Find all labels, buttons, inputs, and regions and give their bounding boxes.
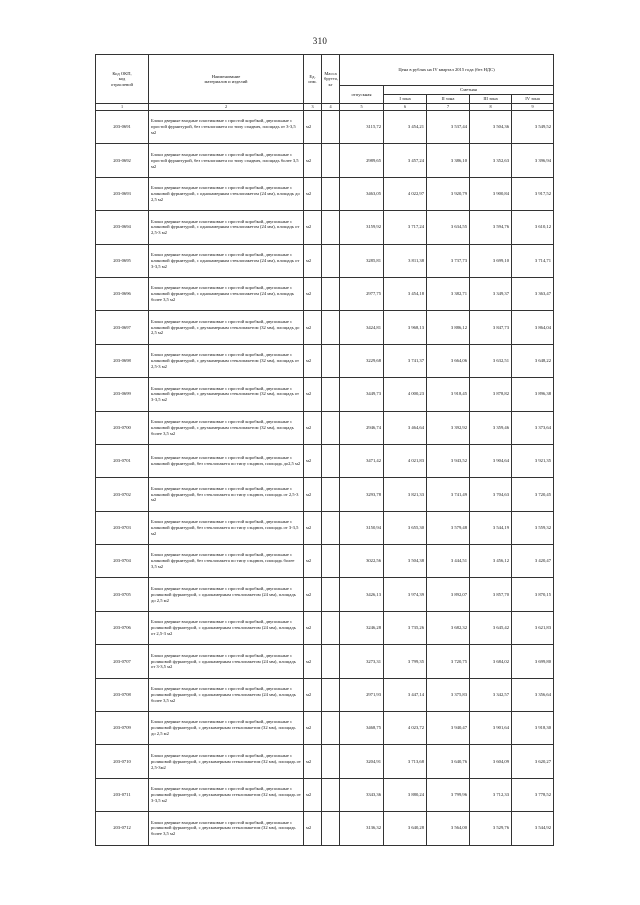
table-row bbox=[96, 645, 554, 678]
wholesale-price: 3426,13 bbox=[340, 578, 384, 611]
product-name: Блоки дверные входные пластиковые с простой коробкой, двупольные с клиновой фурнитурой, с однокамерным стеклопакетом (24 мм), площадь более 3,5 м2 bbox=[149, 277, 304, 310]
header-zone-4: IV зона bbox=[512, 95, 554, 104]
price-zone-2: 3 375,83 bbox=[427, 678, 470, 711]
product-code: 203-0695 bbox=[96, 244, 149, 277]
price-zone-3: 3 544,19 bbox=[470, 511, 512, 544]
gross-mass bbox=[322, 745, 340, 778]
price-zone-2: 3 444,51 bbox=[427, 545, 470, 578]
price-zone-3: 3 878,82 bbox=[470, 378, 512, 411]
product-name: Блоки дверные входные пластиковые с простой коробкой, двупольные с клиновой фурнитурой, без стеклопакета по типу сэндвич, площадь от 2,5-3 м2 bbox=[149, 478, 304, 511]
price-zone-2: 3 579,48 bbox=[427, 511, 470, 544]
header-zone-2: II зона bbox=[427, 95, 470, 104]
product-name: Блоки дверные входные пластиковые с простой коробкой, двупольные с роликовой фурнитурой, с двухкамерным стеклопакетом (32 мм), площадь до 2,5 м2 bbox=[149, 712, 304, 745]
wholesale-price: 3115,72 bbox=[340, 111, 384, 144]
wholesale-price: 3022,56 bbox=[340, 545, 384, 578]
column-number: 4 bbox=[322, 104, 340, 111]
product-code: 203-0696 bbox=[96, 277, 149, 310]
price-zone-4: 3 559,32 bbox=[512, 511, 554, 544]
table-row bbox=[96, 211, 554, 244]
wholesale-price: 2977,75 bbox=[340, 277, 384, 310]
price-zone-1: 3 640,28 bbox=[384, 812, 427, 845]
gross-mass bbox=[322, 344, 340, 377]
product-name: Блоки дверные входные пластиковые с простой коробкой, двупольные с клиновой фурнитурой, с однокамерным стеклопакетом (24 мм), площадь от 3-3,5 м2 bbox=[149, 244, 304, 277]
product-code: 203-0691 bbox=[96, 111, 149, 144]
price-zone-4: 3 864,04 bbox=[512, 311, 554, 344]
price-zone-3: 3 847,73 bbox=[470, 311, 512, 344]
table-row bbox=[96, 344, 554, 377]
unit-of-measure: м2 bbox=[304, 645, 322, 678]
header-zone-1: I зона bbox=[384, 95, 427, 104]
page-number: 310 bbox=[312, 36, 328, 46]
product-name: Блоки дверные входные пластиковые с простой коробкой, двупольные с роликовой фурнитурой, с однокамерным стеклопакетом (24 мм), площадь до 2,5 м2 bbox=[149, 578, 304, 611]
header-price-caption: Цена в рублях на IV квартал 2015 года (без НДС) bbox=[340, 55, 554, 86]
price-zone-2: 3 664,06 bbox=[427, 344, 470, 377]
price-zone-2: 3 799,96 bbox=[427, 778, 470, 811]
price-zone-1: 3 968,13 bbox=[384, 311, 427, 344]
price-zone-2: 3 640,76 bbox=[427, 745, 470, 778]
price-zone-4: 3 420,47 bbox=[512, 545, 554, 578]
product-code: 203-0705 bbox=[96, 578, 149, 611]
price-table bbox=[95, 54, 554, 846]
price-zone-3: 3 645,42 bbox=[470, 611, 512, 644]
product-code: 203-0694 bbox=[96, 211, 149, 244]
column-number: 7 bbox=[427, 104, 470, 111]
price-zone-1: 4 023,72 bbox=[384, 712, 427, 745]
price-zone-2: 3 918,45 bbox=[427, 378, 470, 411]
unit-of-measure: м2 bbox=[304, 778, 322, 811]
wholesale-price: 3159,92 bbox=[340, 211, 384, 244]
product-code: 203-0692 bbox=[96, 144, 149, 177]
price-zone-3: 3 594,76 bbox=[470, 211, 512, 244]
product-name: Блоки дверные входные пластиковые с простой коробкой, двупольные с клиновой фурнитурой, с двухкамерным стеклопакетом (32 мм), площадь более 3,5 м2 bbox=[149, 411, 304, 444]
price-zone-3: 3 604,09 bbox=[470, 745, 512, 778]
gross-mass bbox=[322, 277, 340, 310]
price-zone-3: 3 712,33 bbox=[470, 778, 512, 811]
table-row bbox=[96, 244, 554, 277]
price-zone-1: 3 799,35 bbox=[384, 645, 427, 678]
price-zone-2: 3 720,75 bbox=[427, 645, 470, 678]
wholesale-price: 3285,81 bbox=[340, 244, 384, 277]
unit-of-measure: м2 bbox=[304, 678, 322, 711]
product-code: 203-0698 bbox=[96, 344, 149, 377]
gross-mass bbox=[322, 545, 340, 578]
price-zone-1: 3 655,30 bbox=[384, 511, 427, 544]
price-zone-1: 3 741,37 bbox=[384, 344, 427, 377]
product-name: Блоки дверные входные пластиковые с простой коробкой, двупольные с клиновой фурнитурой, с двухкамерным стеклопакетом (32 мм), площадь от 3-3,5 м2 bbox=[149, 378, 304, 411]
price-zone-2: 3 920,79 bbox=[427, 177, 470, 210]
table-row bbox=[96, 444, 554, 477]
header-zone-3: III зона bbox=[470, 95, 512, 104]
product-code: 203-0707 bbox=[96, 645, 149, 678]
price-zone-2: 3 886,12 bbox=[427, 311, 470, 344]
unit-of-measure: м2 bbox=[304, 277, 322, 310]
price-zone-3: 3 901,64 bbox=[470, 712, 512, 745]
price-zone-1: 4 000,23 bbox=[384, 378, 427, 411]
wholesale-price: 3229,68 bbox=[340, 344, 384, 377]
price-zone-2: 3 634,55 bbox=[427, 211, 470, 244]
column-number: 5 bbox=[340, 104, 384, 111]
price-zone-3: 3 904,64 bbox=[470, 444, 512, 477]
gross-mass bbox=[322, 244, 340, 277]
unit-of-measure: м2 bbox=[304, 244, 322, 277]
product-code: 203-0709 bbox=[96, 712, 149, 745]
wholesale-price: 2989,65 bbox=[340, 144, 384, 177]
price-zone-4: 3 373,64 bbox=[512, 411, 554, 444]
price-zone-4: 3 549,52 bbox=[512, 111, 554, 144]
price-zone-3: 3 504,36 bbox=[470, 111, 512, 144]
gross-mass bbox=[322, 578, 340, 611]
unit-of-measure: м2 bbox=[304, 611, 322, 644]
wholesale-price: 3136,32 bbox=[340, 812, 384, 845]
price-zone-2: 3 382,71 bbox=[427, 277, 470, 310]
product-name: Блоки дверные входные пластиковые с простой коробкой, двупольные с клиновой фурнитурой, с двухкамерным стеклопакетом (32 мм), площадь до 2,5 м2 bbox=[149, 311, 304, 344]
table-row bbox=[96, 111, 554, 144]
column-number: 9 bbox=[512, 104, 554, 111]
product-name: Блоки дверные входные пластиковые с простой коробкой, двупольные с простой фурнитурой, без стеклопакета по типу сэндвич, площадь более 3,5 м2 bbox=[149, 144, 304, 177]
table-row bbox=[96, 277, 554, 310]
price-zone-1: 4 022,97 bbox=[384, 177, 427, 210]
table-row bbox=[96, 144, 554, 177]
gross-mass bbox=[322, 211, 340, 244]
price-zone-4: 3 896,38 bbox=[512, 378, 554, 411]
product-code: 203-0702 bbox=[96, 478, 149, 511]
gross-mass bbox=[322, 177, 340, 210]
price-zone-2: 3 940,47 bbox=[427, 712, 470, 745]
unit-of-measure: м2 bbox=[304, 478, 322, 511]
price-zone-1: 3 811,38 bbox=[384, 244, 427, 277]
table-row bbox=[96, 812, 554, 845]
price-zone-4: 3 870,15 bbox=[512, 578, 554, 611]
product-code: 203-0710 bbox=[96, 745, 149, 778]
gross-mass bbox=[322, 778, 340, 811]
unit-of-measure: м2 bbox=[304, 411, 322, 444]
wholesale-price: 3449,73 bbox=[340, 378, 384, 411]
gross-mass bbox=[322, 478, 340, 511]
product-code: 203-0704 bbox=[96, 545, 149, 578]
gross-mass bbox=[322, 812, 340, 845]
price-zone-3: 3 857,70 bbox=[470, 578, 512, 611]
column-number: 1 bbox=[96, 104, 149, 111]
table-row bbox=[96, 177, 554, 210]
product-code: 203-0711 bbox=[96, 778, 149, 811]
unit-of-measure: м2 bbox=[304, 578, 322, 611]
price-zone-1: 3 880,24 bbox=[384, 778, 427, 811]
price-zone-1: 3 464,64 bbox=[384, 411, 427, 444]
table-body bbox=[96, 111, 554, 846]
table-row bbox=[96, 745, 554, 778]
gross-mass bbox=[322, 111, 340, 144]
price-zone-4: 3 620,27 bbox=[512, 745, 554, 778]
price-zone-3: 3 704,63 bbox=[470, 478, 512, 511]
product-name: Блоки дверные входные пластиковые с простой коробкой, двупольные с клиновой фурнитурой, без стеклопакета по типу сэндвич, площадь от 3-3,5 м2 bbox=[149, 511, 304, 544]
product-name: Блоки дверные входные пластиковые с простой коробкой, двупольные с простой фурнитурой, без стеклопакета по типу сэндвич, площадь от 3-3,5 м2 bbox=[149, 111, 304, 144]
unit-of-measure: м2 bbox=[304, 745, 322, 778]
unit-of-measure: м2 bbox=[304, 712, 322, 745]
price-zone-4: 3 396,94 bbox=[512, 144, 554, 177]
price-zone-1: 3 717,24 bbox=[384, 211, 427, 244]
price-zone-1: 3 447,14 bbox=[384, 678, 427, 711]
gross-mass bbox=[322, 712, 340, 745]
product-code: 203-0703 bbox=[96, 511, 149, 544]
price-zone-1: 3 713,68 bbox=[384, 745, 427, 778]
column-number: 3 bbox=[304, 104, 322, 111]
product-name: Блоки дверные входные пластиковые с простой коробкой, двупольные с клиновой фурнитурой, без стеклопакета по типу сэндвич, площадь более 3,5 м2 bbox=[149, 545, 304, 578]
product-name: Блоки дверные входные пластиковые с простой коробкой, двупольные с клиновой фурнитурой, с двухкамерным стеклопакетом (32 мм), площадь от 2,5-3 м2 bbox=[149, 344, 304, 377]
gross-mass bbox=[322, 311, 340, 344]
price-zone-2: 3 737,73 bbox=[427, 244, 470, 277]
column-number: 2 bbox=[149, 104, 304, 111]
product-name: Блоки дверные входные пластиковые с простой коробкой, двупольные с роликовой фурнитурой, с однокамерным стеклопакетом (24 мм), площадь от 3-3,5 м2 bbox=[149, 645, 304, 678]
price-zone-4: 3 699,80 bbox=[512, 645, 554, 678]
gross-mass bbox=[322, 611, 340, 644]
wholesale-price: 3246,28 bbox=[340, 611, 384, 644]
price-zone-1: 3 974,39 bbox=[384, 578, 427, 611]
price-zone-1: 3 504,38 bbox=[384, 545, 427, 578]
wholesale-price: 3343,36 bbox=[340, 778, 384, 811]
price-zone-3: 3 352,63 bbox=[470, 144, 512, 177]
unit-of-measure: м2 bbox=[304, 444, 322, 477]
product-code: 203-0708 bbox=[96, 678, 149, 711]
wholesale-price: 2946,74 bbox=[340, 411, 384, 444]
unit-of-measure: м2 bbox=[304, 378, 322, 411]
product-code: 203-0712 bbox=[96, 812, 149, 845]
product-name: Блоки дверные входные пластиковые с простой коробкой, двупольные с роликовой фурнитурой, с двухкамерным стеклопакетом (32 мм), площадь от 3-3,5 м2 bbox=[149, 778, 304, 811]
wholesale-price: 3150,94 bbox=[340, 511, 384, 544]
gross-mass bbox=[322, 511, 340, 544]
price-zone-4: 3 544,92 bbox=[512, 812, 554, 845]
price-zone-3: 3 699,10 bbox=[470, 244, 512, 277]
unit-of-measure: м2 bbox=[304, 111, 322, 144]
price-zone-1: 3 454,18 bbox=[384, 277, 427, 310]
price-zone-2: 3 943,52 bbox=[427, 444, 470, 477]
column-number: 6 bbox=[384, 104, 427, 111]
product-code: 203-0693 bbox=[96, 177, 149, 210]
table-row bbox=[96, 712, 554, 745]
price-zone-4: 3 363,47 bbox=[512, 277, 554, 310]
price-zone-4: 3 778,52 bbox=[512, 778, 554, 811]
table-row bbox=[96, 511, 554, 544]
price-zone-1: 3 821,33 bbox=[384, 478, 427, 511]
price-zone-2: 3 386,10 bbox=[427, 144, 470, 177]
gross-mass bbox=[322, 411, 340, 444]
product-code: 203-0700 bbox=[96, 411, 149, 444]
product-name: Блоки дверные входные пластиковые с простой коробкой, двупольные с клиновой фурнитурой, с однокамерным стеклопакетом (24 мм), площадь до 2,5 м2 bbox=[149, 177, 304, 210]
product-name: Блоки дверные входные пластиковые с простой коробкой, двупольные с клиновой фурнитурой, с однокамерным стеклопакетом (24 мм), площадь от 2,5-3 м2 bbox=[149, 211, 304, 244]
unit-of-measure: м2 bbox=[304, 177, 322, 210]
wholesale-price: 3463,05 bbox=[340, 177, 384, 210]
price-zone-2: 3 392,92 bbox=[427, 411, 470, 444]
price-zone-3: 3 684,02 bbox=[470, 645, 512, 678]
price-zone-4: 3 648,22 bbox=[512, 344, 554, 377]
price-zone-4: 3 720,45 bbox=[512, 478, 554, 511]
table-row bbox=[96, 611, 554, 644]
table-row bbox=[96, 578, 554, 611]
gross-mass bbox=[322, 444, 340, 477]
price-zone-1: 3 457,24 bbox=[384, 144, 427, 177]
column-numbers-row bbox=[96, 104, 554, 111]
unit-of-measure: м2 bbox=[304, 511, 322, 544]
product-code: 203-0699 bbox=[96, 378, 149, 411]
unit-of-measure: м2 bbox=[304, 311, 322, 344]
wholesale-price: 3204,91 bbox=[340, 745, 384, 778]
price-zone-4: 3 918,30 bbox=[512, 712, 554, 745]
price-zone-3: 3 529,76 bbox=[470, 812, 512, 845]
header-wholesale: отпускная bbox=[340, 86, 384, 104]
table-row bbox=[96, 545, 554, 578]
product-code: 203-0701 bbox=[96, 444, 149, 477]
header-code: Код ОКП, код отраслевой bbox=[96, 55, 149, 104]
price-zone-4: 3 621,83 bbox=[512, 611, 554, 644]
table-row bbox=[96, 411, 554, 444]
unit-of-measure: м2 bbox=[304, 812, 322, 845]
table-header bbox=[96, 55, 554, 111]
gross-mass bbox=[322, 645, 340, 678]
price-zone-2: 3 892,07 bbox=[427, 578, 470, 611]
price-zone-1: 3 454,21 bbox=[384, 111, 427, 144]
wholesale-price: 3424,81 bbox=[340, 311, 384, 344]
wholesale-price: 3293,78 bbox=[340, 478, 384, 511]
product-name: Блоки дверные входные пластиковые с простой коробкой, двупольные с роликовой фурнитурой, с однокамерным стеклопакетом (24 мм), площадь от 2,5-3 м2 bbox=[149, 611, 304, 644]
product-name: Блоки дверные входные пластиковые с простой коробкой, двупольные с роликовой фурнитурой, с однокамерным стеклопакетом (24 мм), площадь более 3,5 м2 bbox=[149, 678, 304, 711]
price-zone-4: 3 921,35 bbox=[512, 444, 554, 477]
price-zone-3: 3 456,12 bbox=[470, 545, 512, 578]
header-estimate: Сметная bbox=[384, 86, 554, 95]
table-row bbox=[96, 778, 554, 811]
wholesale-price: 3273,31 bbox=[340, 645, 384, 678]
price-zone-4: 3 917,52 bbox=[512, 177, 554, 210]
price-zone-2: 3 741,49 bbox=[427, 478, 470, 511]
product-name: Блоки дверные входные пластиковые с простой коробкой, двупольные с роликовой фурнитурой, с двухкамерным стеклопакетом (32 мм), площадь более 3,5 м2 bbox=[149, 812, 304, 845]
price-zone-4: 3 610,12 bbox=[512, 211, 554, 244]
wholesale-price: 2971,93 bbox=[340, 678, 384, 711]
table-row bbox=[96, 378, 554, 411]
table-row bbox=[96, 478, 554, 511]
price-zone-2: 3 537,44 bbox=[427, 111, 470, 144]
price-zone-1: 4 021,83 bbox=[384, 444, 427, 477]
gross-mass bbox=[322, 678, 340, 711]
price-zone-2: 3 564,00 bbox=[427, 812, 470, 845]
product-name: Блоки дверные входные пластиковые с простой коробкой, двупольные с роликовой фурнитурой, с двухкамерным стеклопакетом (32 мм), площадь от 2,5-3м2 bbox=[149, 745, 304, 778]
gross-mass bbox=[322, 144, 340, 177]
product-name: Блоки дверные входные пластиковые с простой коробкой, двупольные с клиновой фурнитурой, без стеклопакета по типу сэндвич, площадь до2,5 м2 bbox=[149, 444, 304, 477]
price-zone-4: 3 714,71 bbox=[512, 244, 554, 277]
price-zone-2: 3 682,32 bbox=[427, 611, 470, 644]
header-unit: Ед. изм. bbox=[304, 55, 322, 104]
unit-of-measure: м2 bbox=[304, 211, 322, 244]
price-zone-4: 3 356,64 bbox=[512, 678, 554, 711]
price-zone-3: 3 900,84 bbox=[470, 177, 512, 210]
column-number: 8 bbox=[470, 104, 512, 111]
unit-of-measure: м2 bbox=[304, 545, 322, 578]
wholesale-price: 3471,42 bbox=[340, 444, 384, 477]
unit-of-measure: м2 bbox=[304, 344, 322, 377]
table-row bbox=[96, 678, 554, 711]
price-zone-1: 3 735,26 bbox=[384, 611, 427, 644]
wholesale-price: 3468,75 bbox=[340, 712, 384, 745]
header-mass: Масса брутто, кг bbox=[322, 55, 340, 104]
price-zone-3: 3 342,57 bbox=[470, 678, 512, 711]
product-code: 203-0697 bbox=[96, 311, 149, 344]
price-zone-3: 3 359,46 bbox=[470, 411, 512, 444]
unit-of-measure: м2 bbox=[304, 144, 322, 177]
header-name: Наименование материалов и изделий bbox=[149, 55, 304, 104]
table-row bbox=[96, 311, 554, 344]
product-code: 203-0706 bbox=[96, 611, 149, 644]
price-zone-3: 3 632,51 bbox=[470, 344, 512, 377]
gross-mass bbox=[322, 378, 340, 411]
price-zone-3: 3 349,37 bbox=[470, 277, 512, 310]
